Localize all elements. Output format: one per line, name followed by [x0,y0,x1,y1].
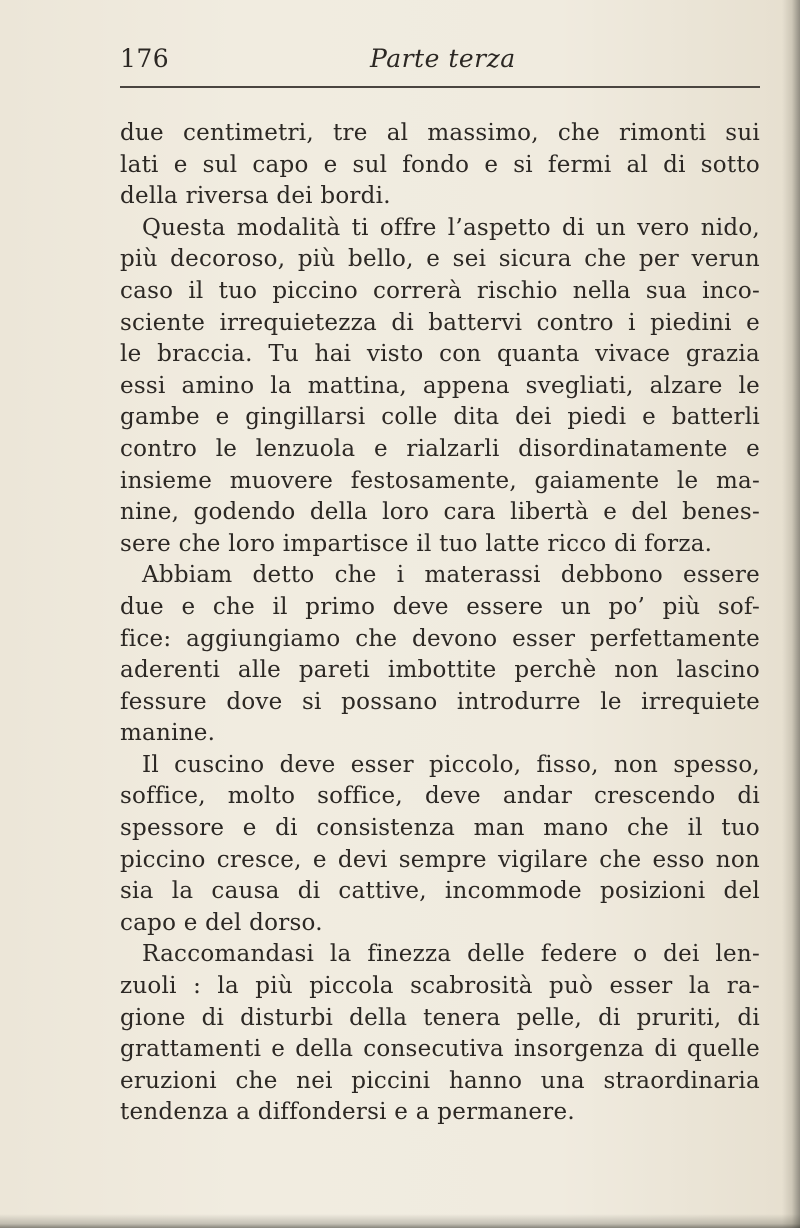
text-line: essi amino la mattina, appena svegliati, alzare le [120,372,760,399]
text-line: piccino cresce, e devi sempre vigilare che esso non [120,846,760,873]
text-line: sere che loro impartisce il tuo latte ricco di forza. [120,530,713,557]
body-text [120,118,760,1129]
text-line: fice: aggiungiamo che devono esser perfettamente [120,625,760,652]
text-line: tendenza a diffondersi e a permanere. [120,1099,575,1126]
text-line: nine, godendo della loro cara libertà e del benes- [120,499,760,526]
text-line: capo e del dorso. [120,909,323,936]
text-line: più decoroso, più bello, e sei sicura che per verun [120,246,760,273]
text-line: zuoli : la più piccola scabrosità può esser la ra- [120,973,760,1000]
page-bottom-shadow [0,1214,800,1228]
text-line: grattamenti e della consecutiva insorgenza di quelle [120,1036,760,1063]
text-line: eruzioni che nei piccini hanno una straordinaria [120,1067,760,1094]
text-line: sia la causa di cattive, incommode posizioni del [120,878,760,905]
text-line: caso il tuo piccino correrà rischio nella sua inco- [120,277,760,304]
text-line: sciente irrequietezza di battervi contro i piedini e [120,309,760,336]
text-line: della riversa dei bordi. [120,183,391,210]
page-edge-shadow [782,0,800,1228]
text-line: Raccomandasi la finezza delle federe o dei len- [142,941,760,968]
text-line: Il cuscino deve esser piccolo, fisso, non spesso, [142,751,760,778]
page-number: 176 [120,44,170,73]
text-line: gambe e gingillarsi colle dita dei piedi e batterli [120,404,760,431]
text-line: Questa modalità ti offre l’aspetto di un vero nido, [142,214,760,241]
page-header [120,44,760,80]
text-line: insieme muovere festosamente, gaiamente le ma- [120,467,760,494]
text-line: manine. [120,720,216,747]
text-line: le braccia. Tu hai visto con quanta vivace grazia [120,341,760,368]
text-line: soffice, molto soffice, deve andar crescendo di [120,783,760,810]
text-line: due e che il primo deve essere un po’ più sof- [120,593,760,620]
text-line: Abbiam detto che i materassi debbono essere [142,562,760,589]
text-line: gione di disturbi della tenera pelle, di pruriti, di [120,1004,760,1031]
text-line: due centimetri, tre al massimo, che rimonti sui [120,120,760,146]
text-line: aderenti alle pareti imbottite perchè non lascino [120,657,760,684]
text-line: lati e sul capo e sul fondo e si fermi al di sotto [120,151,760,178]
running-head: Parte terza [370,44,516,73]
text-line: fessure dove si possano introdurre le irrequiete [120,688,760,715]
text-line: contro le lenzuola e rialzarli disordinatamente e [120,435,760,462]
text-line: spessore e di consistenza man mano che il tuo [120,815,760,842]
header-rule [120,86,760,88]
